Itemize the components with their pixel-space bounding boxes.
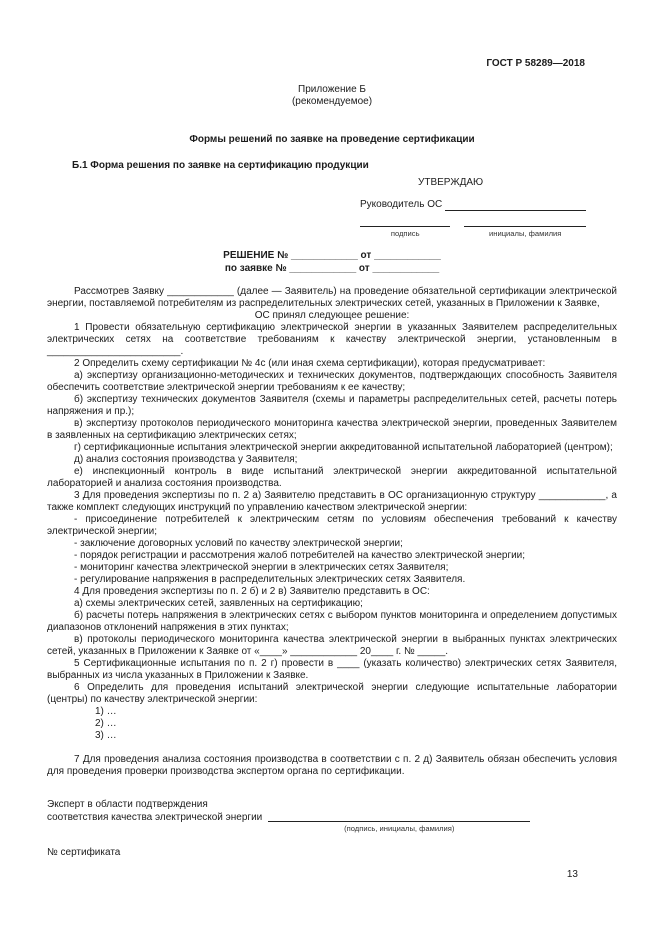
decision-application-line: по заявке № ____________ от ____________ [224, 263, 440, 274]
expert-signature-blank-line [268, 798, 530, 822]
expert-role-label [47, 798, 262, 833]
initials-field [464, 226, 586, 238]
appendix-note: (рекомендуемое) [291, 96, 373, 107]
list-item: 1) … [95, 706, 117, 717]
decision-heading [47, 249, 617, 275]
paragraph: в) протоколы периодического мониторинга качества электрической энергии в выбранных пунктах электрических сетей, указанных в Приложении к Заявке от «____» ____________ 20____ г. № _____. [47, 634, 617, 657]
list-item: - заключение договорных условий по качеству электрической энергии; [74, 538, 403, 549]
section-heading: Б.1 Форма решения по заявке на сертификацию продукции [72, 160, 369, 171]
paragraph: в) экспертизу протоколов периодического мониторинга качества электрической энергии, проведенных Заявителем в заявленных на сертификацию электрических сетях; [47, 418, 617, 441]
document-body [47, 286, 617, 778]
expert-signature-caption: (подпись, инициалы, фамилия) [344, 824, 455, 833]
paragraph: 4 Для проведения экспертизы по п. 2 б) и 2 в) Заявителю представить в ОС: [74, 586, 430, 597]
paragraph: е) инспекционный контроль в виде испытаний электрической энергии аккредитованной испытательной лабораторией и анализа состояния производства. [47, 466, 617, 489]
paragraph: а) схемы электрических сетей, заявленных на сертификацию; [74, 598, 363, 609]
expert-role-line1: Эксперт в области подтверждения [47, 799, 208, 810]
paragraph: 2 Определить схему сертификации № 4с (или иная схема сертификации), которая предусматривает: [74, 358, 546, 369]
list-item: - регулирование напряжения в распределительных электрических сетях Заявителя. [74, 574, 466, 585]
head-of-os-label: Руководитель ОС [360, 199, 443, 210]
list-item: 3) … [95, 730, 117, 741]
paragraph: а) экспертизу организационно-методических и технических документов, подтверждающих способность Заявителя обеспечить соответствие электрической энергии требованиям к ее качеству; [47, 370, 617, 393]
paragraph: ОС принял следующее решение: [254, 310, 410, 321]
list-item: - мониторинг качества электрической энергии в электрических сетях Заявителя; [74, 562, 449, 573]
paragraph: 3 Для проведения экспертизы по п. 2 а) Заявителю представить в ОС организационную структуру ____________, а также комплект следующих инструкций по управлению качеством электрической энергии: [47, 490, 617, 513]
list-item: - присоединение потребителей к электрическим сетям по условиям обеспечения требований к качеству электрической энергии; [47, 514, 617, 537]
expert-signature-block [47, 798, 617, 833]
certificate-number-label: № сертификата [47, 847, 121, 858]
signature-caption: подпись [390, 229, 420, 238]
paragraph: б) экспертизу технических документов Заявителя (схемы и параметры распределительных сетей, расчеты потерь напряжения и пр.); [47, 394, 617, 417]
approval-block [360, 177, 586, 238]
paragraph: 7 Для проведения анализа состояния производства в соответствии с п. 2 д) Заявитель обязан обеспечить условия для проведения проверки производства экспертом органа по сертификации. [47, 754, 617, 777]
signature-row [360, 226, 586, 238]
approve-label: УТВЕРЖДАЮ [418, 177, 484, 188]
paragraph: 5 Сертификационные испытания по п. 2 г) провести в ____ (указать количество) электрических сетях Заявителя, выбранных из числа указанных в Приложении к Заявке. [47, 658, 617, 681]
paragraph: 1 Провести обязательную сертификацию электрической энергии в указанных Заявителем распределительных электрических сетях на соответствие требованиям к качеству электрической энергии, установленным в ________________________. [47, 322, 617, 357]
expert-role-line2: соответствия качества электрической энергии [47, 812, 263, 823]
appendix-heading [47, 84, 617, 108]
standard-reference: ГОСТ Р 58289—2018 [486, 58, 585, 69]
document-title: Формы решений по заявке на проведение сертификации [189, 134, 475, 145]
signature-field [360, 226, 450, 238]
head-of-os-blank-line [445, 200, 586, 211]
decision-number-line: РЕШЕНИЕ № ____________ от ____________ [223, 250, 441, 261]
paragraph: 6 Определить для проведения испытаний электрической энергии следующие испытательные лаборатории (центры) по качеству электрической энергии: [47, 682, 617, 705]
page-number: 13 [566, 869, 578, 880]
expert-signature-field [268, 798, 530, 833]
paragraph: Рассмотрев Заявку ____________ (далее — Заявитель) на проведение обязательной сертификации электрической энергии, поставляемой потребителям из распределительных электрических сетей, указанных в Приложении к Заявке, [47, 286, 617, 309]
appendix-label: Приложение Б [298, 84, 366, 95]
paragraph: г) сертификационные испытания электрической энергии аккредитованной испытательной лабораторией (центром); [74, 442, 613, 453]
list-item: - порядок регистрации и рассмотрения жалоб потребителей на качество электрической энергии; [74, 550, 526, 561]
head-of-os-row [360, 199, 586, 211]
paragraph: д) анализ состояния производства у Заявителя; [74, 454, 298, 465]
list-item: 2) … [95, 718, 117, 729]
initials-caption: инициалы, фамилия [489, 229, 562, 238]
paragraph: б) расчеты потерь напряжения в электрических сетях с выбором пунктов мониторинга и определением допустимых диапазонов отклонений напряжения в этих пунктах; [47, 610, 617, 633]
